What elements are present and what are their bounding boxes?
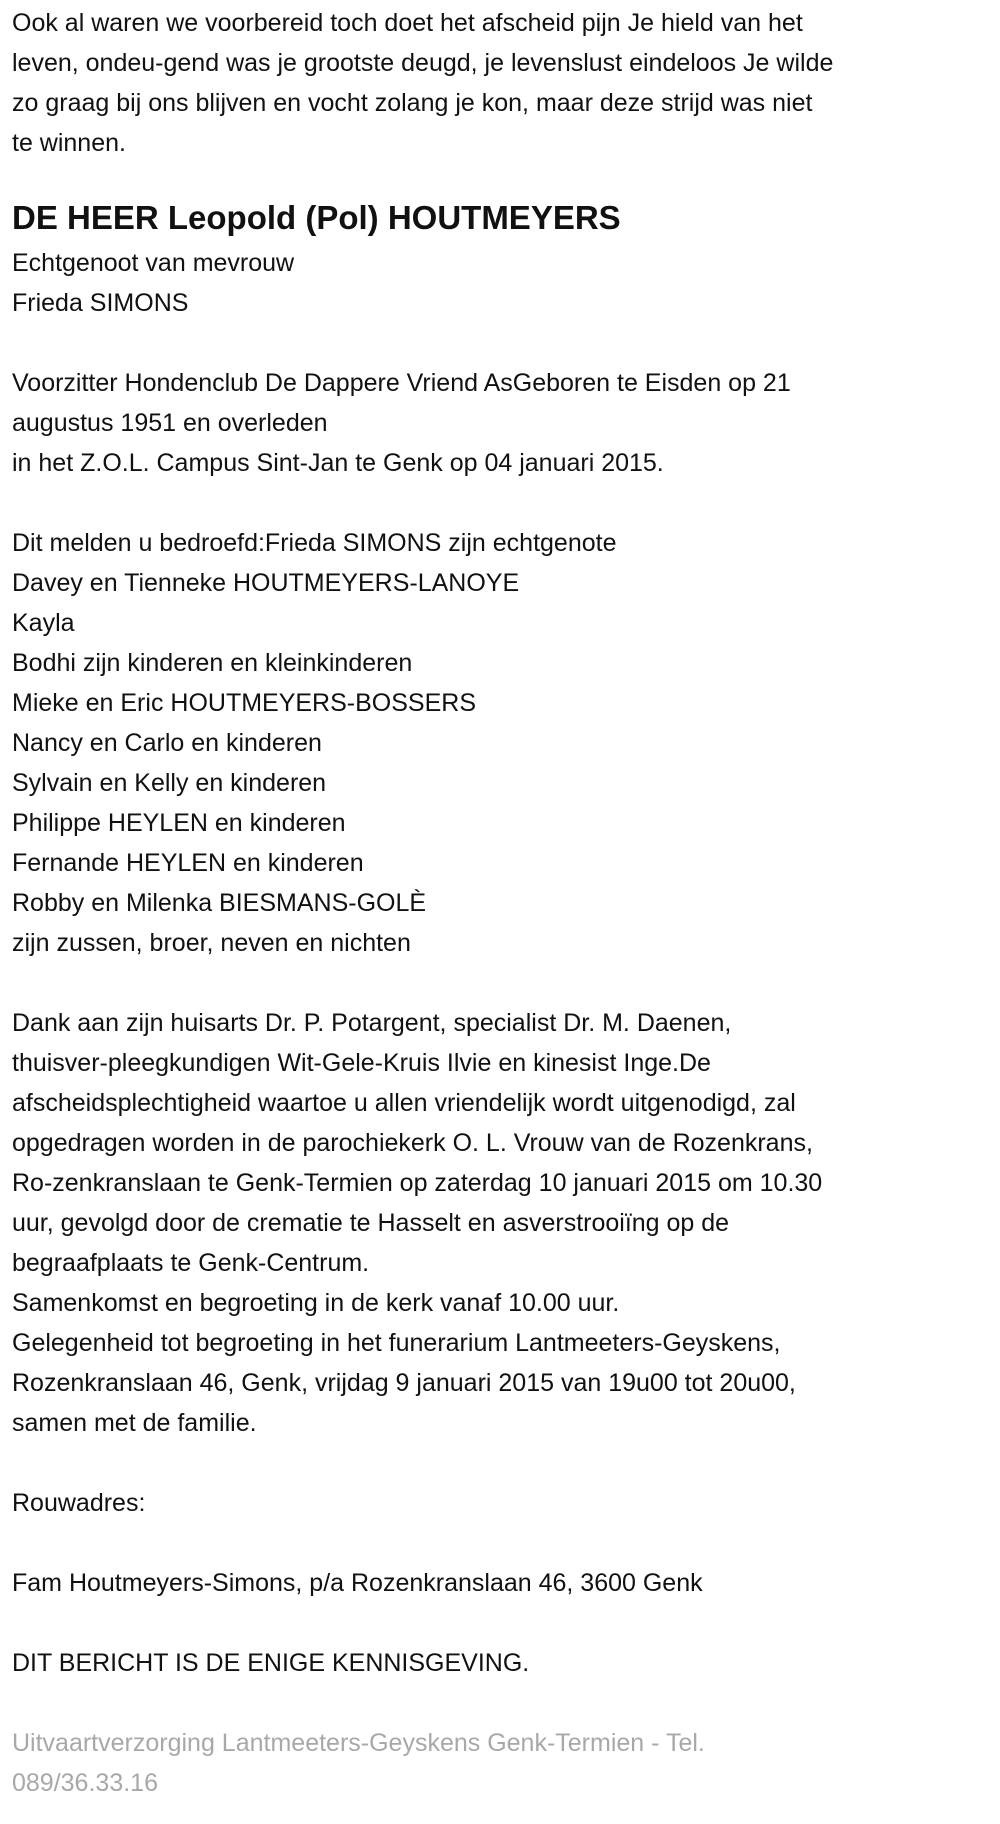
intro-text xyxy=(12,3,1000,163)
text-line: Ro-zenkranslaan te Genk-Termien op zaterdag 10 januari 2015 om 10.30 xyxy=(12,1169,823,1197)
deceased-name: DE HEER Leopold (Pol) HOUTMEYERS xyxy=(12,199,621,236)
mourning-address: Fam Houtmeyers-Simons, p/a Rozenkranslaan 46, 3600 Genk xyxy=(12,1569,703,1597)
family-line: Davey en Tienneke HOUTMEYERS-LANOYE xyxy=(12,569,520,597)
family-line: Robby en Milenka BIESMANS-GOLÈ xyxy=(12,889,427,917)
address-label: Rouwadres: xyxy=(12,1489,146,1517)
family-line: Bodhi zijn kinderen en kleinkinderen xyxy=(12,649,413,677)
text-line: Ook al waren we voorbereid toch doet het afscheid pijn Je hield van het xyxy=(12,9,803,37)
funeral-director-footer xyxy=(12,1723,1000,1803)
text-line: Voorzitter Hondenclub De Dappere Vriend AsGeboren te Eisden op 21 xyxy=(12,369,791,397)
text-line: zo graag bij ons blijven en vocht zolang je kon, maar deze strijd was niet xyxy=(12,89,813,117)
text-line: Rozenkranslaan 46, Genk, vrijdag 9 januari 2015 van 19u00 tot 20u00, xyxy=(12,1369,796,1397)
text-line: augustus 1951 en overleden xyxy=(12,409,328,437)
ceremony-details xyxy=(12,1003,1000,1443)
family-line: Mieke en Eric HOUTMEYERS-BOSSERS xyxy=(12,689,476,717)
text-line: uur, gevolgd door de crematie te Hasselt en asverstrooiïng op de xyxy=(12,1209,730,1237)
spouse xyxy=(12,243,1000,323)
text-line: Dank aan zijn huisarts Dr. P. Potargent, specialist Dr. M. Daenen, xyxy=(12,1009,732,1037)
text-line: Frieda SIMONS xyxy=(12,289,189,317)
family-line: Dit melden u bedroefd:Frieda SIMONS zijn echtgenote xyxy=(12,529,617,557)
text-line: samen met de familie. xyxy=(12,1409,257,1437)
text-line: leven, ondeu-gend was je grootste deugd, je levenslust eindeloos Je wilde xyxy=(12,49,834,77)
family-list xyxy=(12,523,1000,963)
text-line: Samenkomst en begroeting in de kerk vanaf 10.00 uur. xyxy=(12,1289,620,1317)
text-line: in het Z.O.L. Campus Sint-Jan te Genk op 04 januari 2015. xyxy=(12,449,664,477)
family-line: Philippe HEYLEN en kinderen xyxy=(12,809,346,837)
text-line: Echtgenoot van mevrouw xyxy=(12,249,295,277)
text-line: Gelegenheid tot begroeting in het funerarium Lantmeeters-Geyskens, xyxy=(12,1329,781,1357)
family-line: Kayla xyxy=(12,609,75,637)
text-line: opgedragen worden in de parochiekerk O. L. Vrouw van de Rozenkrans, xyxy=(12,1129,813,1157)
text-line: thuisver-pleegkundigen Wit-Gele-Kruis Ilvie en kinesist Inge.De xyxy=(12,1049,711,1077)
biography xyxy=(12,363,1000,483)
footer-line: Uitvaartverzorging Lantmeeters-Geyskens Genk-Termien - Tel. xyxy=(12,1729,705,1757)
family-line: zijn zussen, broer, neven en nichten xyxy=(12,929,411,957)
notice: DIT BERICHT IS DE ENIGE KENNISGEVING. xyxy=(12,1649,530,1677)
text-line: begraafplaats te Genk-Centrum. xyxy=(12,1249,370,1277)
text-line: afscheidsplechtigheid waartoe u allen vriendelijk wordt uitgenodigd, zal xyxy=(12,1089,796,1117)
family-line: Nancy en Carlo en kinderen xyxy=(12,729,322,757)
footer-line: 089/36.33.16 xyxy=(12,1769,158,1797)
text-line: te winnen. xyxy=(12,129,126,157)
family-line: Fernande HEYLEN en kinderen xyxy=(12,849,364,877)
family-line: Sylvain en Kelly en kinderen xyxy=(12,769,327,797)
